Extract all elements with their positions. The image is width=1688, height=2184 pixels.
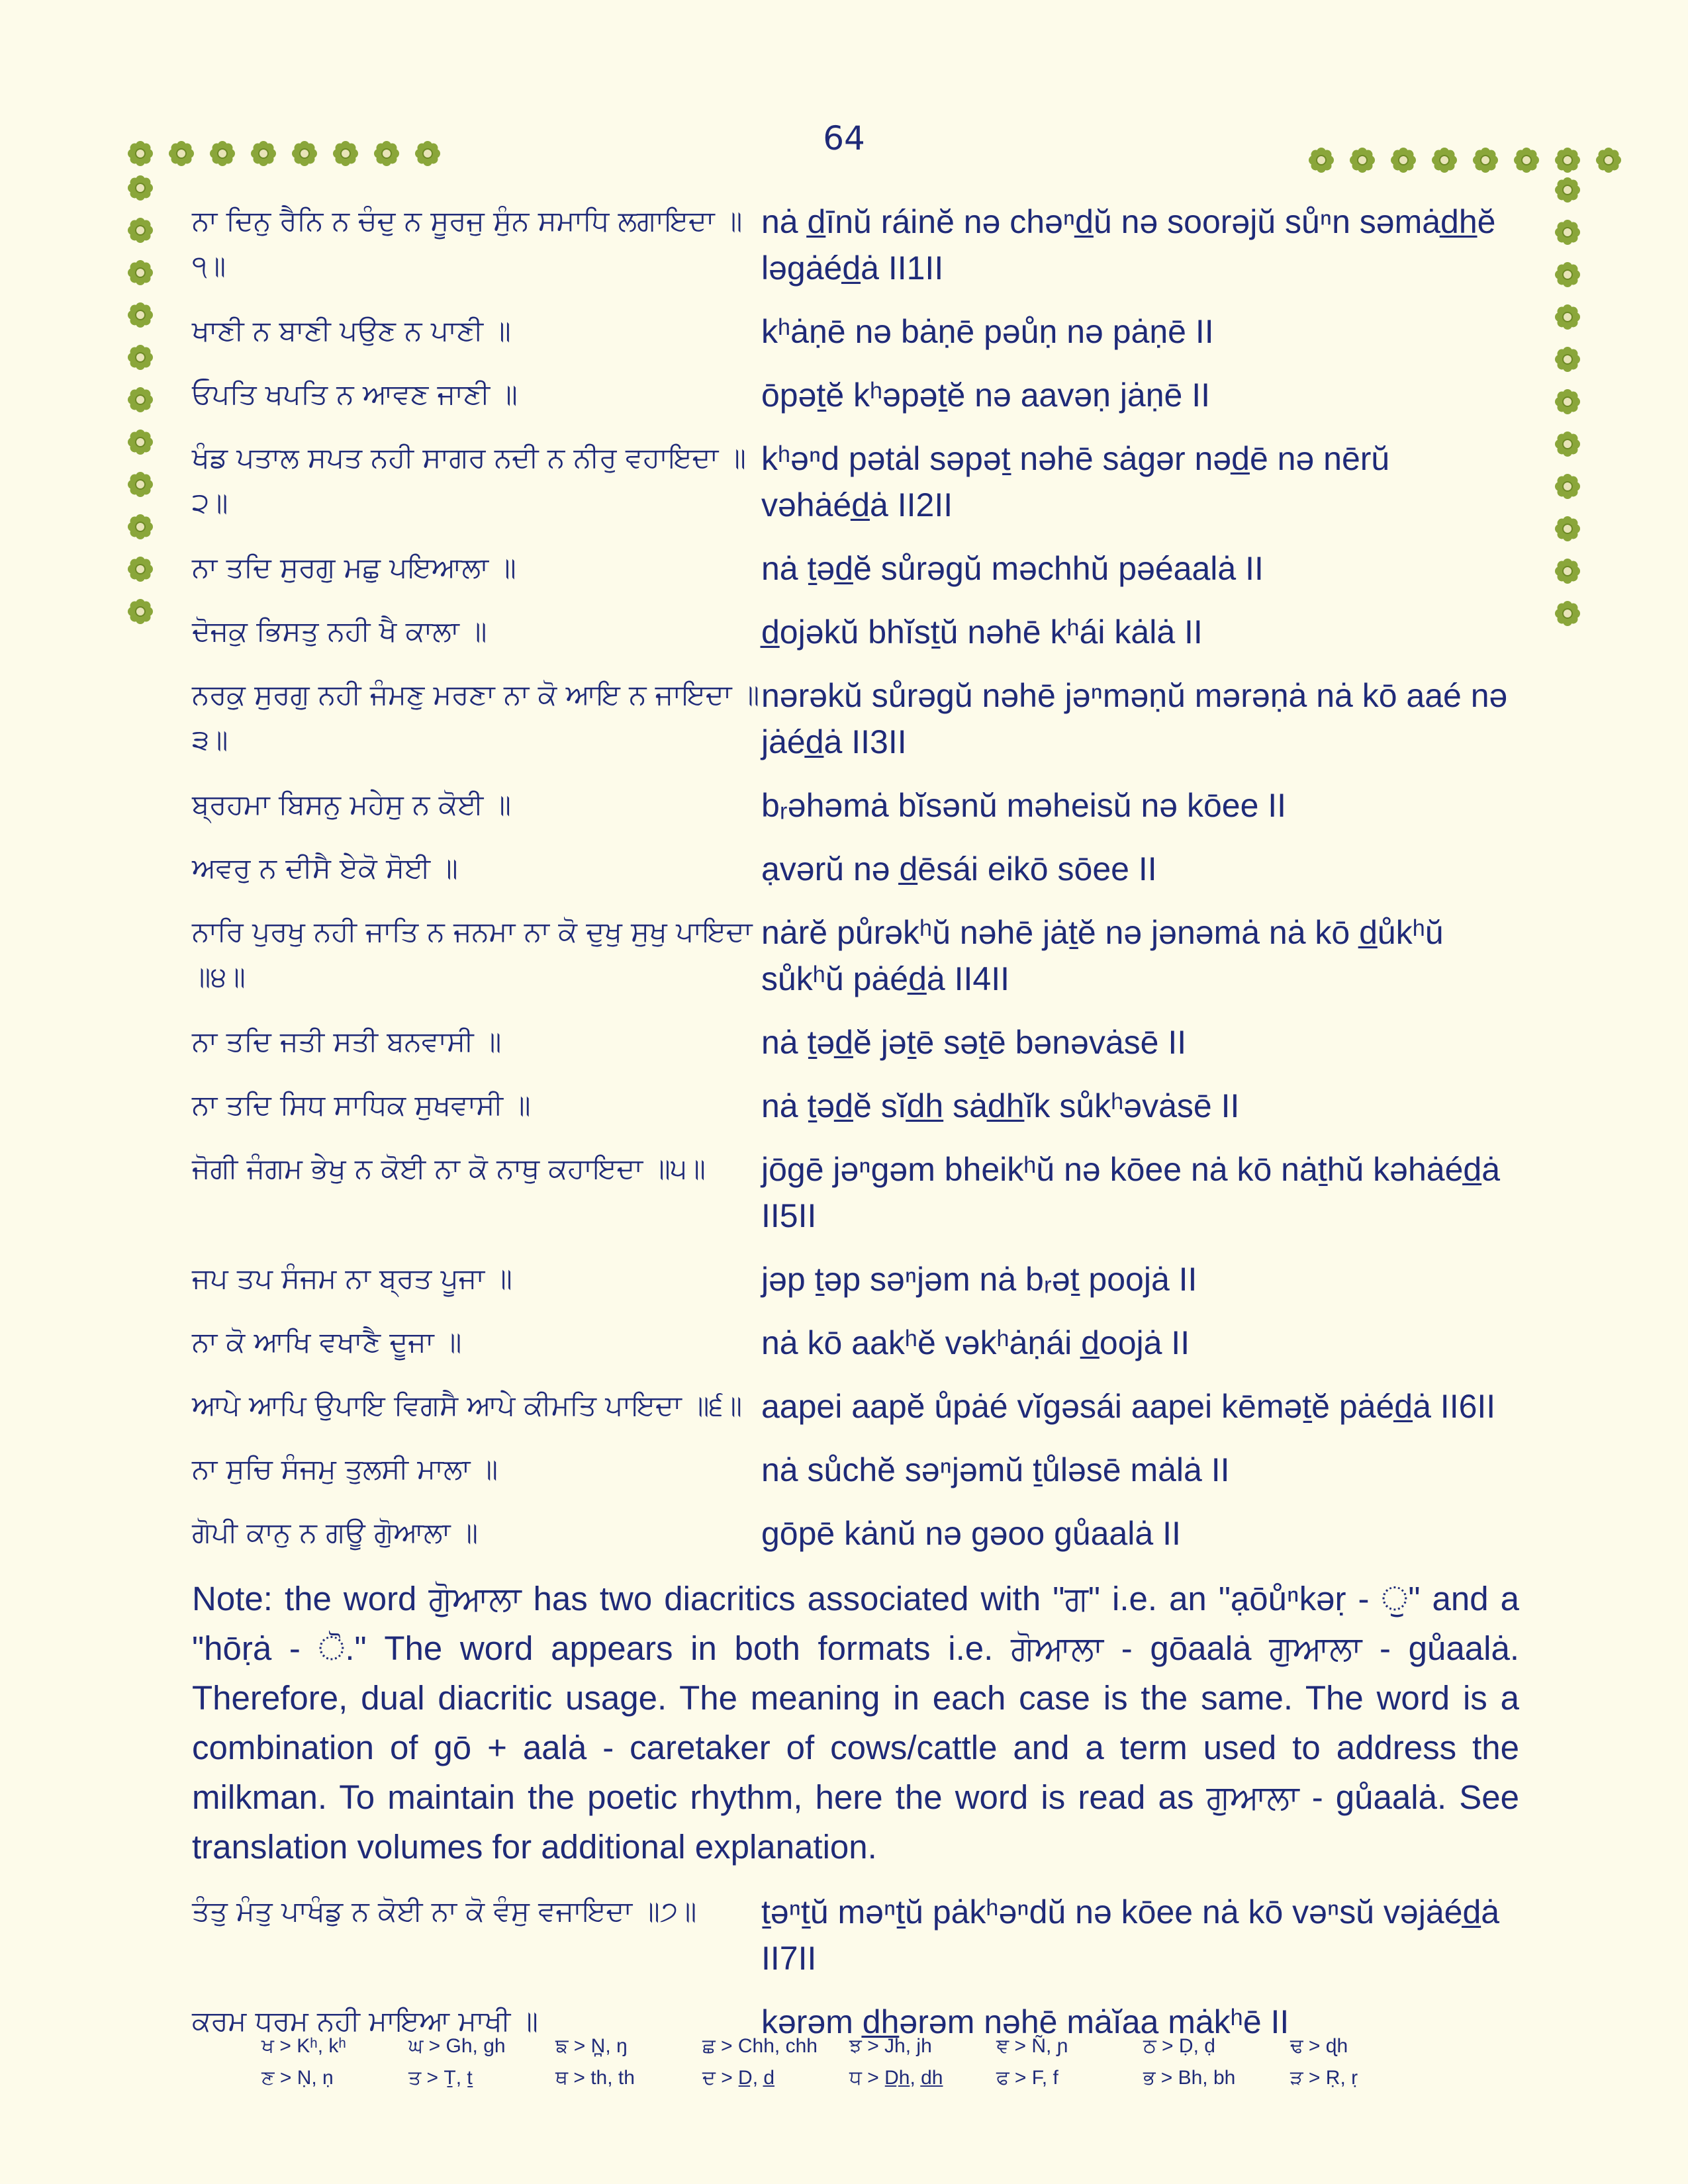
verse-gurmukhi: ਜੋਗੀ ਜੰਗਮ ਭੇਖੁ ਨ ਕੋਈ ਨਾ ਕੋ ਨਾਥੁ ਕਹਾਇਦਾ ॥੫॥ (192, 1152, 706, 1185)
flower-icon (126, 300, 155, 330)
legend-item: ਞ > Ñ, ɲ (996, 2035, 1068, 2057)
flower-border-top-left (120, 132, 448, 175)
flower-icon (126, 512, 155, 541)
legend-item: ਝ > Jh, jh (849, 2035, 932, 2057)
flower-icon (1553, 175, 1582, 205)
verse-gurmukhi: ਖੰਡ ਪਤਾਲ ਸਪਤ ਨਹੀ ਸਾਗਰ ਨਦੀ ਨ ਨੀਰੁ ਵਹਾਇਦਾ ॥੨॥ (192, 441, 746, 519)
flower-icon (126, 428, 155, 457)
flower-icon (1594, 146, 1623, 175)
legend-row (261, 2067, 1453, 2089)
verse-gurmukhi: ਗੋਪੀ ਕਾਨੁ ਨ ਗਊ ਗੋੁਆਲਾ ॥ (192, 1516, 479, 1549)
legend-item: ਙ > N̪, ŋ (555, 2035, 628, 2057)
verse-gurmukhi: ਕਰਮ ਧਰਮ ਨਹੀ ਮਾਇਆ ਮਾਖੀ ॥ (192, 2005, 538, 2037)
legend-item: ਠ > Ḍ, ḍ (1143, 2035, 1215, 2057)
legend-row (261, 2035, 1453, 2058)
verse-row (192, 372, 1523, 418)
flower-icon (331, 139, 360, 168)
legend-item: ਫ > F, f (996, 2067, 1058, 2089)
verse-gurmukhi: ਨਾ ਕੋ ਆਖਿ ਵਖਾਣੈ ਦੂਜਾ ॥ (192, 1326, 462, 1358)
verse-row (192, 199, 1523, 291)
legend-item: ਘ > Gh, gh (408, 2035, 506, 2057)
verse-transliteration: kʰȧṇē nə bȧṇē pəůṇ nə pȧṇē II (761, 313, 1214, 350)
flower-icon (1512, 146, 1541, 175)
verse-gurmukhi: ਨਾਰਿ ਪੁਰਖੁ ਨਹੀ ਜਾਤਿ ਨ ਜਨਮਾ ਨਾ ਕੋ ਦੁਖੁ ਸੁਖੁ ਪਾਇਦਾ ॥੪॥ (192, 915, 753, 993)
verse-gurmukhi: ਅਵਰੁ ਨ ਦੀਸੈ ਏਕੋ ਸੋਈ ॥ (192, 852, 458, 884)
flower-icon (1553, 387, 1582, 416)
legend-item: ਥ > th, th (555, 2067, 635, 2089)
verse-row (192, 545, 1523, 592)
verse-gurmukhi: ਆਪੇ ਆਪਿ ਉਪਾਇ ਵਿਗਸੈ ਆਪੇ ਕੀਮਤਿ ਪਾਇਦਾ ॥੬॥ (192, 1389, 743, 1422)
legend-item: ਤ > Ṯ, ṯ (408, 2067, 473, 2089)
flower-icon (1553, 430, 1582, 459)
verse-transliteration: bᵣəhəmȧ bĭsənŭ məheisŭ nə kōee II (761, 787, 1287, 824)
flower-icon (1553, 557, 1582, 586)
verse-transliteration: ṯəⁿṯŭ məⁿṯŭ pȧkʰəⁿdŭ nə kōee nȧ kō vəⁿsŭ vəjȧéd̲ȧ II7II (761, 1893, 1500, 1977)
verse-row (192, 782, 1523, 829)
verses-part-2 (192, 1889, 1523, 2045)
verse-row (192, 1320, 1523, 1366)
verse-transliteration: nȧ kō aakʰĕ vəkʰȧṇái d̲oojȧ II (761, 1324, 1190, 1361)
verse-gurmukhi: ਬ੍ਰਹਮਾ ਬਿਸਨੁ ਮਹੇਸੁ ਨ ਕੋਈ ॥ (192, 788, 511, 821)
flower-icon (1553, 302, 1582, 332)
verse-row (192, 846, 1523, 892)
verse-transliteration: nȧrĕ půrəkʰŭ nəhē jȧṯĕ nə jənəmȧ nȧ kō d̲ůkʰŭ sůkʰŭ pȧéd̲ȧ II4II (761, 914, 1444, 997)
legend-item: ਦ > D̲, d̲ (702, 2067, 775, 2089)
flower-icon (413, 139, 442, 168)
verse-row (192, 1146, 1523, 1239)
flower-icon (1430, 146, 1459, 175)
flower-icon (126, 343, 155, 372)
flower-border-left (120, 167, 161, 633)
verse-row (192, 1889, 1523, 1981)
verse-gurmukhi: ਨਾ ਦਿਨੁ ਰੈਨਿ ਨ ਚੰਦੁ ਨ ਸੂਰਜੁ ਸੁੰਨ ਸਮਾਧਿ ਲਗਾਇਦਾ ॥੧॥ (192, 205, 743, 282)
verse-row (192, 1447, 1523, 1493)
flower-icon (126, 216, 155, 245)
verse-transliteration: jōgē jəⁿgəm bheikʰŭ nə kōee nȧ kō nȧṯhŭ kəhȧéd̲ȧ II5II (761, 1151, 1501, 1234)
verse-row (192, 909, 1523, 1002)
flower-border-right (1547, 169, 1588, 635)
verse-transliteration: d̲ojəkŭ bhĭsṯŭ nəhē kʰái kȧlȧ II (761, 614, 1203, 651)
legend-item: ਖ > Kʰ, kʰ (261, 2035, 346, 2057)
verse-transliteration: nərəkŭ sůrəgŭ nəhē jəⁿməṇŭ mərəṇȧ nȧ kō aaé nə jȧéd̲ȧ II3II (761, 677, 1508, 760)
flower-icon (249, 139, 278, 168)
legend-item: ੜ > Ṛ, ṛ (1290, 2067, 1358, 2089)
page-number: 64 (823, 119, 865, 158)
flower-icon (126, 139, 155, 168)
flower-icon (1553, 218, 1582, 247)
verse-gurmukhi: ਜਪ ਤਪ ਸੰਜਮ ਨਾ ਬ੍ਰਤ ਪੂਜਾ ॥ (192, 1262, 512, 1295)
flower-icon (1553, 599, 1582, 628)
verse-gurmukhi: ਨਾ ਤਦਿ ਸਿਧ ਸਾਧਿਕ ਸੁਖਵਾਸੀ ॥ (192, 1089, 531, 1121)
verse-gurmukhi: ਦੋਜਕੁ ਭਿਸਤੁ ਨਹੀ ਖੈ ਕਾਲਾ ॥ (192, 615, 487, 647)
verse-transliteration: nȧ sůchĕ səⁿjəmŭ ṯůləsē mȧlȧ II (761, 1451, 1230, 1488)
verse-transliteration: nȧ ṯəd̲ĕ sĭd̲h̲ sȧd̲h̲ĭk sůkʰəvȧsē II (761, 1087, 1240, 1124)
legend-item: ਧ > D̲h̲, d̲h̲ (849, 2067, 943, 2089)
flower-icon (1553, 514, 1582, 543)
verse-row (192, 1383, 1523, 1430)
verse-gurmukhi: ਨਾ ਤਦਿ ਸੁਰਗੁ ਮਛੁ ਪਇਆਲਾ ॥ (192, 551, 516, 584)
flower-icon (167, 139, 196, 168)
flower-icon (1553, 472, 1582, 501)
flower-icon (1389, 146, 1418, 175)
verse-row (192, 609, 1523, 655)
flower-icon (1348, 146, 1377, 175)
verse-gurmukhi: ਤੰਤੁ ਮੰਤੁ ਪਾਖੰਡੁ ਨ ਕੋਈ ਨਾ ਕੋ ਵੰਸੁ ਵਜਾਇਦਾ ॥੭॥ (192, 1895, 697, 1927)
verse-transliteration: aapei aapĕ ůpȧé vĭgəsái aapei kēməṯĕ pȧéd̲ȧ II6II (761, 1388, 1496, 1425)
verse-transliteration: kərəm d̲h̲ərəm nəhē mȧĭaa mȧkʰē II (761, 2003, 1289, 2040)
verse-transliteration: nȧ ṯəd̲ĕ sůrəgŭ məchhŭ pəéaalȧ II (761, 550, 1264, 587)
verse-transliteration: ōpəṯĕ kʰəpəṯĕ nə aavəṇ jȧṇē II (761, 377, 1211, 414)
flower-icon (1553, 260, 1582, 289)
flower-icon (208, 139, 237, 168)
flower-icon (1471, 146, 1500, 175)
verse-transliteration: ạvərŭ nə d̲ēsái eikō sōee II (761, 850, 1157, 887)
verse-row (192, 1019, 1523, 1066)
flower-icon (290, 139, 319, 168)
verse-row (192, 1256, 1523, 1302)
verse-transliteration: nȧ d̲īnŭ ráinĕ nə chəⁿd̲ŭ nə soorəjŭ sůⁿn səmȧd̲h̲ĕ ləgȧéd̲ȧ II1II (761, 203, 1496, 287)
legend-item: ਛ > Chh, chh (702, 2035, 818, 2057)
verse-gurmukhi: ਓਪਤਿ ਖਪਤਿ ਨ ਆਵਣ ਜਾਣੀ ॥ (192, 378, 518, 410)
flower-icon (372, 139, 401, 168)
legend-item: ਣ > Ṇ, ṇ (261, 2067, 334, 2089)
verses-part-1 (192, 199, 1523, 1557)
verse-gurmukhi: ਨਰਕੁ ਸੁਰਗੁ ਨਹੀ ਜੰਮਣੁ ਮਰਣਾ ਨਾ ਕੋ ਆਇ ਨ ਜਾਇਦਾ ॥੩॥ (192, 678, 760, 756)
verse-gurmukhi: ਨਾ ਤਦਿ ਜਤੀ ਸਤੀ ਬਨਵਾਸੀ ॥ (192, 1025, 502, 1058)
verse-row (192, 1510, 1523, 1557)
legend-item: ਢ > ɖh (1290, 2035, 1348, 2057)
verse-row (192, 308, 1523, 355)
verse-row (192, 435, 1523, 528)
flower-icon (1553, 345, 1582, 374)
verse-row (192, 672, 1523, 765)
verse-transliteration: kʰəⁿd pətȧl səpəṯ nəhē sȧgər nəd̲ē nə nērŭ vəhȧéd̲ȧ II2II (761, 440, 1390, 523)
verse-gurmukhi: ਨਾ ਸੁਚਿ ਸੰਜਮੁ ਤੁਲਸੀ ਮਾਲਾ ॥ (192, 1453, 498, 1485)
verse-row (192, 1083, 1523, 1129)
verse-gurmukhi: ਖਾਣੀ ਨ ਬਾਣੀ ਪਉਣ ਨ ਪਾਣੀ ॥ (192, 314, 511, 347)
verse-transliteration: gōpē kȧnŭ nə gəoo gůaalȧ II (761, 1515, 1181, 1552)
flower-icon (126, 597, 155, 626)
verse-transliteration: nȧ ṯəd̲ĕ jəṯē səṯē bənəvȧsē II (761, 1024, 1187, 1061)
legend-item: ਭ > Bh, bh (1143, 2067, 1236, 2089)
flower-icon (126, 173, 155, 203)
flower-icon (126, 385, 155, 414)
diacritic-note: Note: the word ਗੋੁਆਲਾ has two diacritics associated with "ਗ" i.e. an "ạōůⁿkəṛ - ੁ" and a "hōṛȧ - ੋ." The word appears in both formats i.e. ਗੋਆਲਾ - gōaalȧ ਗੁਆਲਾ - gůaalȧ. Therefore, dual diacritic usage. The meaning in each case is the same. The word is a combination of gō + aalȧ - caretaker of cows/cattle and a term used to address the milkman. To maintain the poetic rhythm, here the word is read as ਗੁਆਲਾ - gůaalȧ. See translation volumes for additional explanation. (192, 1580, 1519, 1866)
transliteration-legend (261, 2035, 1453, 2099)
flower-icon (126, 470, 155, 499)
flower-icon (126, 555, 155, 584)
flower-icon (1307, 146, 1336, 175)
verses-container (192, 199, 1523, 2062)
flower-icon (126, 258, 155, 287)
verse-transliteration: jəp ṯəp səⁿjəm nȧ bᵣəṯ poojȧ II (761, 1261, 1197, 1298)
